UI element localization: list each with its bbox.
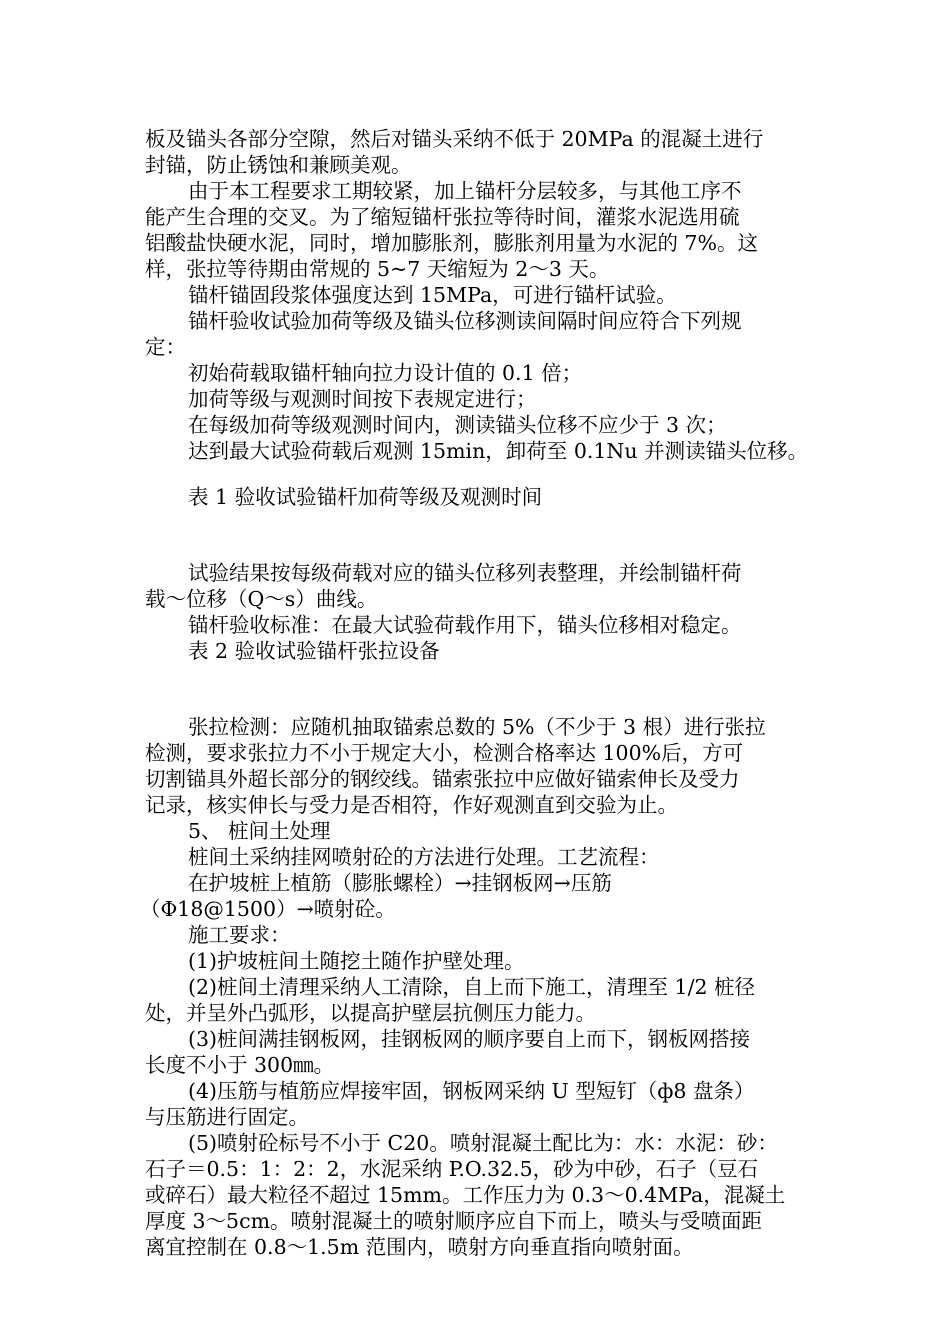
table-caption: 表 1 验收试验锚杆加荷等级及观测时间 (188, 485, 543, 509)
text-line: 加荷等级与观测时间按下表规定进行； (188, 387, 537, 411)
list-item: (4)压筋与植筋应焊接牢固，钢板网采纳 U 型短钉（ф8 盘条） (188, 1079, 755, 1103)
text-line: 记录，核实伸长与受力是否相符，作好观测直到交验为止。 (145, 793, 678, 817)
text-line: 板及锚头各部分空隙，然后对锚头采纳不低于 20MPa 的混凝土进行 (145, 127, 764, 151)
text-line: 张拉检测：应随机抽取锚索总数的 5%（不少于 3 根）进行张拉 (188, 715, 766, 739)
text-line: 封锚，防止锈蚀和兼顾美观。 (145, 153, 412, 177)
text-line: 离宜控制在 0.8～1.5m 范围内，喷射方向垂直指向喷射面。 (145, 1235, 694, 1259)
text-line: 与压筋进行固定。 (145, 1105, 309, 1129)
text-line: 铝酸盐快硬水泥，同时，增加膨胀剂，膨胀剂用量为水泥的 7%。这 (145, 231, 759, 255)
text-line: 锚杆验收标准：在最大试验荷载作用下，锚头位移相对稳定。 (188, 613, 742, 637)
text-line: 桩间土采纳挂网喷射砼的方法进行处理。工艺流程： (188, 845, 660, 869)
text-line: 在每级加荷等级观测时间内，测读锚头位移不应少于 3 次； (188, 413, 727, 437)
list-item: (1)护坡桩间土随挖土随作护壁处理。 (188, 949, 525, 973)
list-item: (5)喷射砼标号不小于 C20。喷射混凝土配比为：水：水泥：砂： (188, 1131, 778, 1155)
text-line: 试验结果按每级荷载对应的锚头位移列表整理，并绘制锚杆荷 (188, 561, 742, 585)
text-line: 定： (145, 335, 186, 359)
text-line: （Φ18@1500）→喷射砼。 (140, 897, 396, 921)
text-line: 初始荷载取锚杆轴向拉力设计值的 0.1 倍； (188, 361, 583, 385)
text-line: 能产生合理的交叉。为了缩短锚杆张拉等待时间，灌浆水泥选用硫 (145, 205, 740, 229)
table-caption: 表 2 验收试验锚杆张拉设备 (188, 639, 440, 663)
text-line: 处，并呈外凸弧形，以提高护壁层抗侧压力能力。 (145, 1001, 596, 1025)
section-heading: 5、 桩间土处理 (188, 819, 331, 843)
text-line: 在护坡桩上植筋（膨胀螺栓）→挂钢板网→压筋 (188, 871, 612, 895)
list-item: (2)桩间土清理采纳人工清除，自上而下施工，清理至 1/2 桩径 (188, 975, 756, 999)
text-line: 检测，要求张拉力不小于规定大小，检测合格率达 100%后，方可 (145, 741, 744, 765)
text-line: 样，张拉等待期由常规的 5~7 天缩短为 2～3 天。 (145, 257, 610, 281)
list-item: (3)桩间满挂钢板网，挂钢板网的顺序要自上而下，钢板网搭接 (188, 1027, 751, 1051)
text-line: 石子＝0.5：1：2：2，水泥采纳 P.O.32.5，砂为中砂，石子（豆石 (145, 1157, 759, 1181)
text-line: 厚度 3～5cm。喷射混凝土的喷射顺序应自下而上，喷头与受喷面距 (145, 1209, 763, 1233)
text-line: 达到最大试验荷载后观测 15min，卸荷至 0.1Nu 并测读锚头位移。 (188, 439, 809, 463)
text-line: 施工要求： (188, 923, 291, 947)
text-line: 载～位移（Q～s）曲线。 (145, 587, 378, 611)
text-line: 锚杆验收试验加荷等级及锚头位移测读间隔时间应符合下列规 (188, 309, 742, 333)
text-line: 锚杆锚固段浆体强度达到 15MPa，可进行锚杆试验。 (188, 283, 677, 307)
text-line: 或碎石）最大粒径不超过 15mm。工作压力为 0.3～0.4MPa，混凝土 (145, 1183, 786, 1207)
text-line: 长度不小于 300㎜。 (145, 1053, 335, 1077)
text-line: 由于本工程要求工期较紧，加上锚杆分层较多，与其他工序不 (188, 179, 742, 203)
text-line: 切割锚具外超长部分的钢绞线。锚索张拉中应做好锚索伸长及受力 (145, 767, 740, 791)
